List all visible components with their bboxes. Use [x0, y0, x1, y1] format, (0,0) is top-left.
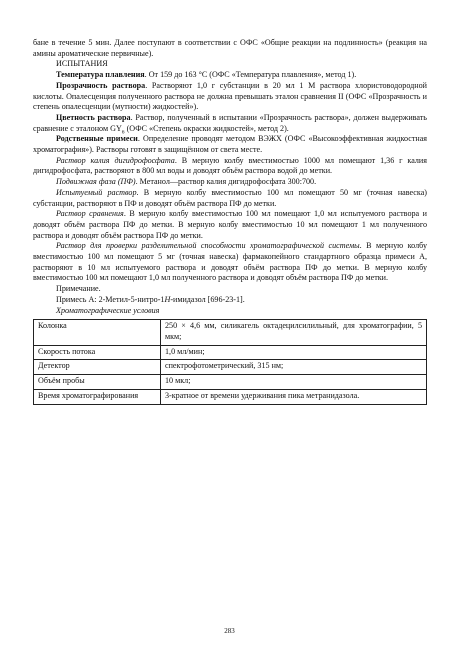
reference-solution-paragraph	[33, 209, 427, 241]
test-title: Испытуемый раствор	[56, 187, 137, 197]
page-number: 283	[224, 627, 235, 635]
suitability-title: Раствор для проверки разделительной способности хроматографической системы	[56, 241, 360, 251]
buffer-title: Раствор калия дигидрофосфата	[56, 155, 175, 165]
mobile-text: . Метанол—раствор калия дигидрофосфата 300:700.	[135, 177, 317, 187]
clarity-paragraph	[33, 81, 427, 113]
document-body	[33, 38, 427, 405]
condition-value: 1,0 мл/мин;	[161, 345, 427, 360]
table-row	[34, 389, 427, 404]
condition-value: 10 мкл;	[161, 375, 427, 390]
note-text-a: Примесь А: 2-Метил-5-нитро-1	[56, 294, 165, 304]
condition-label: Скорость потока	[34, 345, 161, 360]
color-text-a: . Раствор, полученный в испытании «Прозрачность раствора», должен выдерживать сравнение с эталоном GY	[33, 112, 427, 133]
color-sub: 6	[121, 129, 125, 136]
conditions-table	[33, 319, 427, 404]
condition-value: спектрофотометрический, 315 нм;	[161, 360, 427, 375]
condition-value: 3-кратное от времени удерживания пика метранидазола.	[161, 389, 427, 404]
suitability-text: . В мерную колбу вместимостью 100 мл помещают 5 мг (точная навеска) фармакопейного стандартного образца примеси А, растворяют в 10 мл испытуемого раствора и доводят объём раствора ПФ до метки. В мерную колбу вместимостью 100 мл помещают 1,0 мл полученного раствора и доводят объём раствора ПФ до метки.	[33, 241, 427, 283]
melting-title: Температура плавления	[56, 70, 145, 80]
table-row	[34, 375, 427, 390]
conditions-title: Хроматографические условия	[56, 305, 160, 315]
test-solution-paragraph	[33, 188, 427, 209]
mobile-phase-paragraph	[33, 177, 427, 188]
suitability-paragraph	[33, 241, 427, 284]
note-text	[33, 295, 427, 306]
buffer-paragraph	[33, 156, 427, 177]
buffer-text: . В мерную колбу вместимостью 1000 мл помещают 1,36 г калия дигидрофосфата, растворяют в 800 мл воды и доводят объём раствора водой до метки.	[33, 155, 427, 176]
note-text-b: -имидазол [696-23-1].	[170, 294, 245, 304]
condition-label: Детектор	[34, 360, 161, 375]
intro-paragraph: бане в течение 5 мин. Далее поступают в соответствии с ОФС «Общие реакции на подлинность» (реакция на амины ароматические первичные).	[33, 38, 427, 58]
note-h: Н	[164, 294, 171, 304]
condition-label: Объём пробы	[34, 375, 161, 390]
impurities-paragraph	[33, 134, 427, 155]
clarity-text: . Растворяют 1,0 г субстанции в 20 мл 1 М раствора хлористоводородной кислоты. Опалесценция полученного раствора не должна превышать эталон сравнения II (ОФС «Прозрачность и степень опалесценции (мутности) жидкостей»).	[33, 80, 427, 112]
melting-paragraph	[33, 70, 427, 81]
table-row	[34, 360, 427, 375]
condition-label: Колонка	[34, 320, 161, 345]
test-text: . В мерную колбу вместимостью 100 мл помещают 50 мг (точная навеска) субстанции, растворяют в ПФ и доводят объём раствора ПФ до метки.	[33, 187, 427, 208]
table-row	[34, 345, 427, 360]
reference-title: Раствор сравнения	[56, 209, 124, 219]
table-row	[34, 320, 427, 345]
section-heading: ИСПЫТАНИЯ	[56, 59, 108, 69]
condition-label: Время хроматографирования	[34, 389, 161, 404]
melting-text: . От 159 до 163 °С (ОФС «Температура плавления», метод 1).	[144, 70, 357, 80]
impurities-text: . Определение проводят методом ВЭЖХ (ОФС «Высокоэффективная жидкостная хроматография»). Растворы готовят в защищённом от света месте.	[33, 134, 428, 155]
reference-text: . В мерную колбу вместимостью 100 мл помещают 1,0 мл испытуемого раствора и доводят объём раствора ПФ до метки. В мерную колбу вместимостью 10 мл помещают 1 мл полученного раствора и доводят объём раствора ПФ до метки.	[33, 209, 428, 240]
note-label: Примечание.	[56, 284, 101, 294]
condition-value: 250 × 4,6 мм, силикагель октадецилсилильный, для хроматографии, 5 мкм;	[161, 320, 427, 345]
color-text-b: (ОФС «Степень окраски жидкостей», метод 2).	[124, 123, 289, 133]
color-paragraph	[33, 113, 427, 134]
clarity-title: Прозрачность раствора	[56, 80, 146, 90]
impurities-title: Родственные примеси	[56, 134, 138, 144]
color-title: Цветность раствора	[56, 112, 131, 122]
mobile-title: Подвижная фаза (ПФ)	[56, 177, 136, 187]
